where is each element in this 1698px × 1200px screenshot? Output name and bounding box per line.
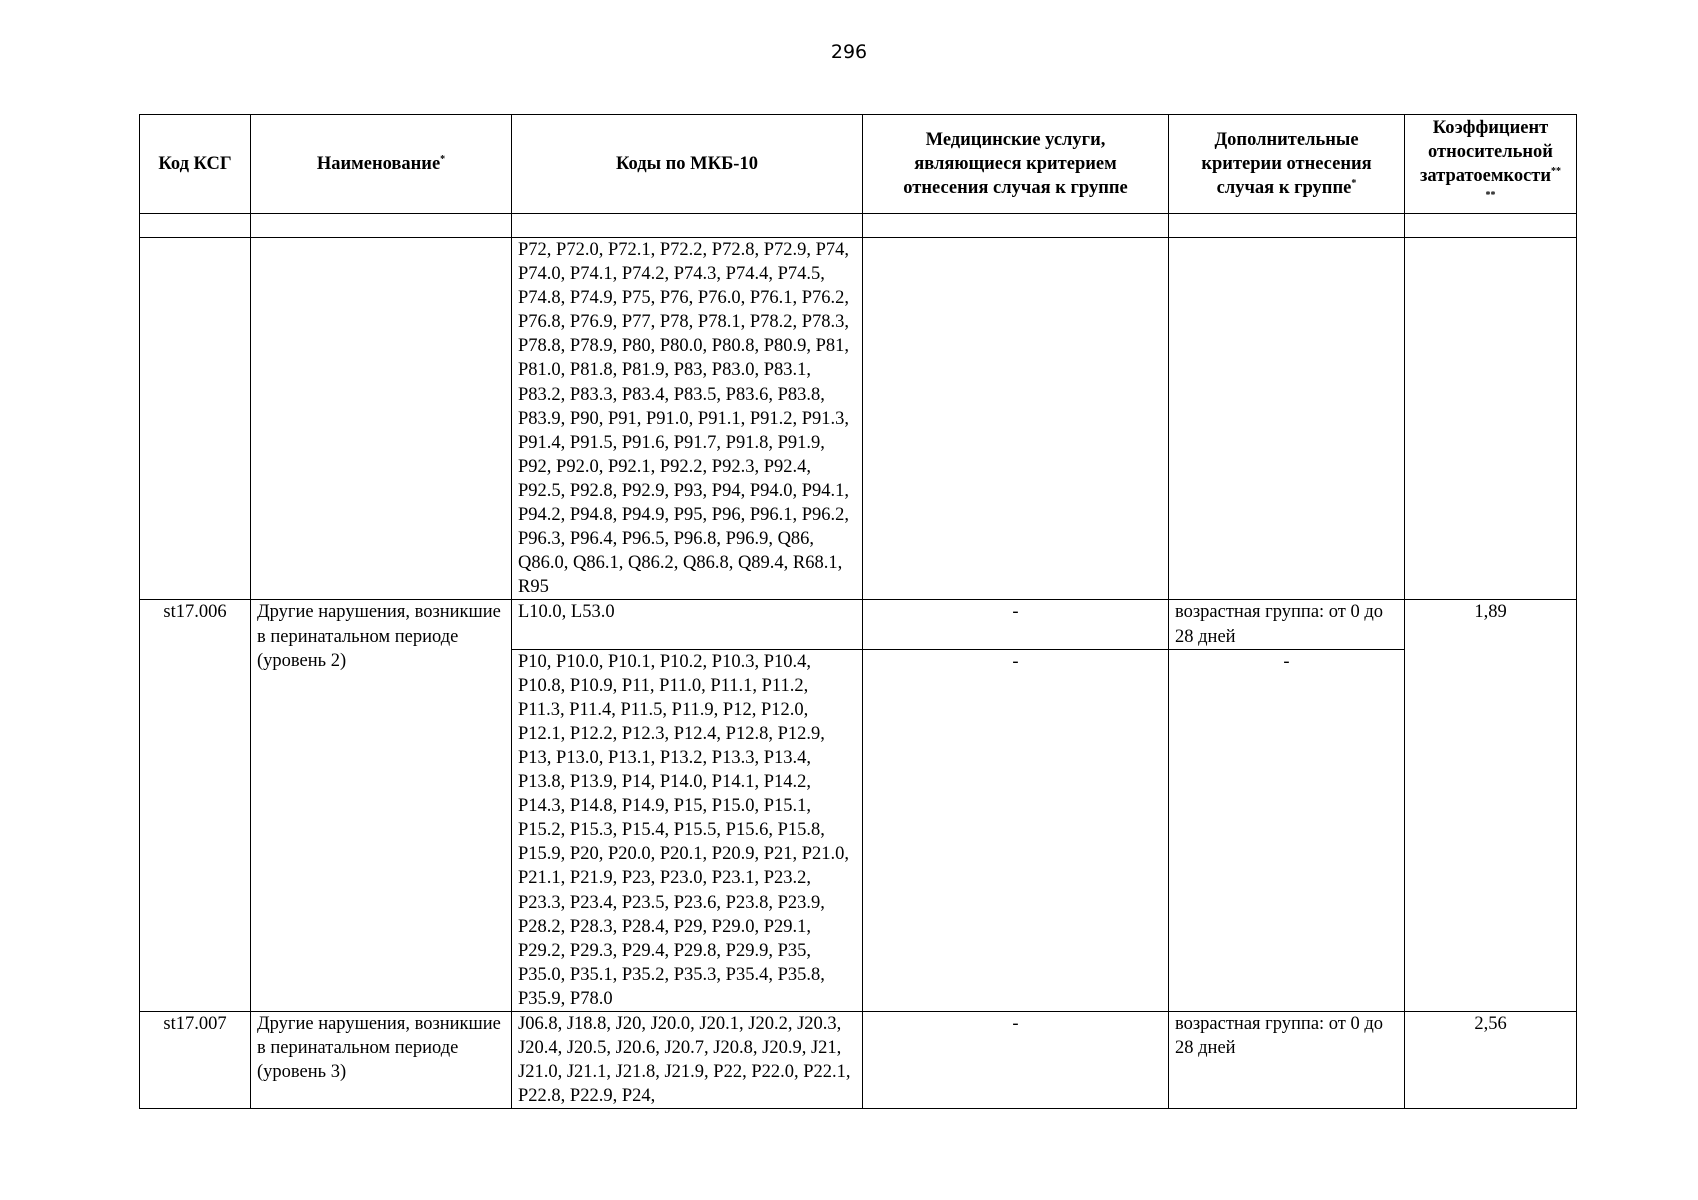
group-006-sub2-icd-cell [512, 649, 863, 1011]
header-criteria-footnote-mark: * [1351, 177, 1357, 189]
group-006-sub1-criteria: возрастная группа: от 0 до 28 дней [1175, 602, 1384, 647]
group-006-sub1-services: - [1012, 602, 1019, 623]
group-006-coef-cell [1405, 600, 1577, 1012]
header-code-label: Код КСГ [158, 154, 232, 174]
header-coef [1405, 115, 1577, 214]
ksg-table [139, 114, 1577, 1109]
group-007-row [140, 1012, 1577, 1109]
group-007-code: st17.007 [163, 1014, 227, 1034]
group-006-code: st17.006 [163, 602, 227, 623]
group-006-sub1-icd-cell [512, 600, 863, 649]
group-006-name-cell [251, 600, 512, 1012]
group-007-criteria-cell [1169, 1012, 1405, 1109]
group-007-services-cell [863, 1012, 1169, 1109]
continuation-coef-cell [1405, 238, 1577, 600]
group-007-coef: 2,56 [1474, 1014, 1507, 1034]
continuation-name-cell [251, 238, 512, 600]
page-number: 296 [830, 41, 868, 63]
group-006-sub2-criteria: - [1283, 651, 1290, 672]
header-coef-footnote-mark: ** [1551, 165, 1562, 177]
header-criteria [1169, 115, 1405, 214]
group-007-services: - [1012, 1014, 1019, 1034]
group-006-row-1 [140, 600, 1577, 649]
group-006-sub1-icd: L10.0, L53.0 [518, 602, 615, 623]
group-007-coef-cell [1405, 1012, 1577, 1109]
group-006-code-cell [140, 600, 251, 1012]
group-006-sub2-services-cell [863, 649, 1169, 1011]
group-006-sub2-criteria-cell [1169, 649, 1405, 1011]
continuation-icd-cell [512, 238, 863, 600]
header-coef-label: Коэффициент относительной затратоемкости [1419, 118, 1553, 186]
continuation-services-cell [863, 238, 1169, 600]
continuation-criteria-cell [1169, 238, 1405, 600]
group-006-sub2-services: - [1012, 651, 1019, 672]
group-006-name: Другие нарушения, возникшие в перинатальном периоде (уровень 2) [257, 602, 501, 671]
group-007-icd-cell [512, 1012, 863, 1109]
header-row [140, 115, 1577, 214]
header-name-label: Наименование [316, 154, 441, 174]
group-007-criteria: возрастная группа: от 0 до 28 дней [1175, 1014, 1384, 1059]
blank-row [140, 214, 1577, 238]
header-services-label: Медицинские услуги, являющиеся критерием отнесения случая к группе [903, 130, 1128, 198]
group-007-name-cell [251, 1012, 512, 1109]
header-code [140, 115, 251, 214]
continuation-code-cell [140, 238, 251, 600]
group-006-sub1-criteria-cell [1169, 600, 1405, 649]
group-006-coef: 1,89 [1474, 602, 1507, 623]
header-coef-footnote-mark-2: ** [1485, 189, 1496, 201]
header-criteria-label: Дополнительные критерии отнесения случая к группе [1201, 130, 1372, 198]
group-007-name: Другие нарушения, возникшие в перинатальном периоде (уровень 3) [257, 1014, 501, 1083]
continuation-icd-codes: P72, P72.0, P72.1, P72.2, P72.8, P72.9, P74, P74.0, P74.1, P74.2, P74.3, P74.4, P74.5, P74.8, P74.9, P75, P76, P76.0, P76.1, P76.2, P76.8, P76.9, P77, P78, P78.1, P78.2, P78.3, P78.8, P78.9, P80, P80.0, P80.8, P80.9, P81, P81.0, P81.8, P81.9, P83, P83.0, P83.1, P83.2, P83.3, P83.4, P83.5, P83.6, P83.8, P83.9, P90, P91, P91.0, P91.1, P91.2, P91.3, P91.4, P91.5, P91.6, P91.7, P91.8, P91.9, P92, P92.0, P92.1, P92.2, P92.3, P92.4, P92.5, P92.8, P92.9, P93, P94, P94.0, P94.1, P94.2, P94.8, P94.9, P95, P96, P96.1, P96.2, P96.3, P96.4, P96.5, P96.8, P96.9, Q86, Q86.0, Q86.1, Q86.2, Q86.8, Q89.4, R68.1, R95 [518, 240, 850, 598]
header-name-footnote-mark: * [440, 153, 446, 165]
continuation-row [140, 238, 1577, 600]
group-007-icd: J06.8, J18.8, J20, J20.0, J20.1, J20.2, J20.3, J20.4, J20.5, J20.6, J20.7, J20.8, J20.9, J21, J21.0, J21.1, J21.8, J21.9, P22, P22.0, P22.1, P22.8, P22.9, P24, [518, 1014, 851, 1107]
group-006-sub2-icd: P10, P10.0, P10.1, P10.2, P10.3, P10.4, P10.8, P10.9, P11, P11.0, P11.1, P11.2, P11.3, P11.4, P11.5, P11.9, P12, P12.0, P12.1, P12.2, P12.3, P12.4, P12.8, P12.9, P13, P13.0, P13.1, P13.2, P13.3, P13.4, P13.8, P13.9, P14, P14.0, P14.1, P14.2, P14.3, P14.8, P14.9, P15, P15.0, P15.1, P15.2, P15.3, P15.4, P15.5, P15.6, P15.8, P15.9, P20, P20.0, P20.1, P20.9, P21, P21.0, P21.1, P21.9, P23, P23.0, P23.1, P23.2, P23.3, P23.4, P23.5, P23.6, P23.8, P23.9, P28.2, P28.3, P28.4, P29, P29.0, P29.1, P29.2, P29.3, P29.4, P29.8, P29.9, P35, P35.0, P35.1, P35.2, P35.3, P35.4, P35.8, P35.9, P78.0 [518, 651, 850, 1009]
header-icd-label: Коды по МКБ-10 [616, 154, 758, 174]
group-006-sub1-services-cell [863, 600, 1169, 649]
group-007-code-cell [140, 1012, 251, 1109]
header-services [863, 115, 1169, 214]
header-name [251, 115, 512, 214]
header-icd [512, 115, 863, 214]
